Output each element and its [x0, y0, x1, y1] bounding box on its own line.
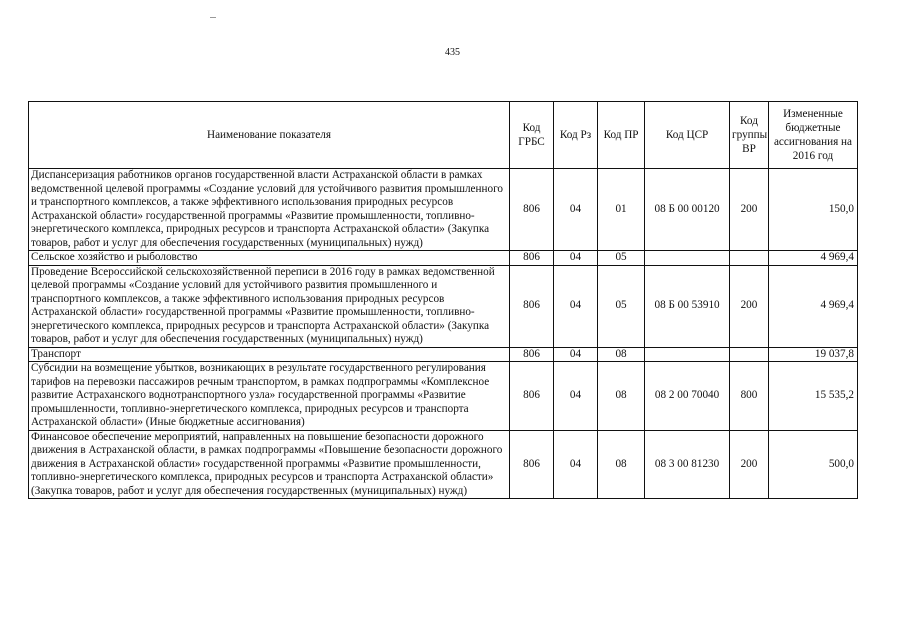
header-grbs: Код ГРБС [510, 102, 554, 169]
row-grbs: 806 [510, 430, 554, 499]
row-sum: 19 037,8 [768, 347, 857, 362]
table-row [29, 169, 858, 251]
row-pr: 01 [598, 169, 645, 251]
row-vr: 200 [730, 430, 769, 499]
row-vr: 200 [730, 169, 769, 251]
row-rz: 04 [554, 430, 598, 499]
row-pr: 08 [598, 347, 645, 362]
row-rz: 04 [554, 265, 598, 347]
row-sum: 500,0 [768, 430, 857, 499]
header-pr: Код ПР [598, 102, 645, 169]
row-grbs: 806 [510, 169, 554, 251]
row-grbs: 806 [510, 362, 554, 431]
row-vr [730, 251, 769, 266]
row-sum: 15 535,2 [768, 362, 857, 431]
scan-mark [210, 17, 216, 18]
header-sum: Измененные бюджетные ассигнования на 2016 год [768, 102, 857, 169]
header-name: Наименование показателя [29, 102, 510, 169]
row-csr: 08 Б 00 00120 [645, 169, 730, 251]
row-pr: 08 [598, 430, 645, 499]
table-row [29, 251, 858, 266]
row-grbs: 806 [510, 347, 554, 362]
row-csr [645, 251, 730, 266]
row-name: Транспорт [29, 347, 510, 362]
row-sum: 150,0 [768, 169, 857, 251]
row-grbs: 806 [510, 251, 554, 266]
row-csr [645, 347, 730, 362]
header-vr: Код группы ВР [730, 102, 769, 169]
row-vr: 200 [730, 265, 769, 347]
row-pr: 05 [598, 251, 645, 266]
page-number: 435 [445, 47, 460, 58]
row-vr [730, 347, 769, 362]
row-rz: 04 [554, 251, 598, 266]
table-row [29, 347, 858, 362]
row-csr: 08 Б 00 53910 [645, 265, 730, 347]
row-rz: 04 [554, 169, 598, 251]
row-sum: 4 969,4 [768, 251, 857, 266]
header-rz: Код Рз [554, 102, 598, 169]
table-row [29, 265, 858, 347]
row-grbs: 806 [510, 265, 554, 347]
row-vr: 800 [730, 362, 769, 431]
row-sum: 4 969,4 [768, 265, 857, 347]
table-row [29, 362, 858, 431]
row-csr: 08 2 00 70040 [645, 362, 730, 431]
row-name: Субсидии на возмещение убытков, возникающих в результате государственного регулирования тарифов на перевозки пассажиров речным транспортом, в рамках подпрограммы «Комплексное развитие Астраханского воднотранспортного узла» государственной программы «Развитие промышленности, топливно-энергетического комплекса, природных ресурсов и транспорта Астраханской области» (Иные бюджетные ассигнования) [29, 362, 510, 431]
table-header-row [29, 102, 858, 169]
header-csr: Код ЦСР [645, 102, 730, 169]
row-name: Сельское хозяйство и рыболовство [29, 251, 510, 266]
row-pr: 08 [598, 362, 645, 431]
row-name: Проведение Всероссийской сельскохозяйственной переписи в 2016 году в рамках ведомственной целевой программы «Создание условий для устойчивого развития промышленного и транспортного комплексов, а также эффективного использования природных ресурсов Астраханской области» государственной программы «Развитие промышленности, топливно-энергетического комплекса, природных ресурсов и транспорта Астраханской области» (Закупка товаров, работ и услуг для обеспечения государственных (муниципальных) нужд) [29, 265, 510, 347]
row-name: Диспансеризация работников органов государственной власти Астраханской области в рамках ведомственной целевой программы «Создание условий для устойчивого развития промышленного и транспортного комплексов, а также эффективного использования природных ресурсов Астраханской области» государственной программы «Развитие промышленности, топливно-энергетического комплекса, природных ресурсов и транспорта Астраханской области» (Закупка товаров, работ и услуг для обеспечения государственных (муниципальных) нужд) [29, 169, 510, 251]
row-csr: 08 3 00 81230 [645, 430, 730, 499]
row-name: Финансовое обеспечение мероприятий, направленных на повышение безопасности дорожного движения в Астраханской области, в рамках подпрограммы «Повышение безопасности дорожного движения в Астраханской области» государственной программы «Развитие промышленности, топливно-энергетического комплекса, природных ресурсов и транспорта Астраханской области» (Закупка товаров, работ и услуг для обеспечения государственных (муниципальных) нужд) [29, 430, 510, 499]
row-rz: 04 [554, 362, 598, 431]
budget-table [28, 101, 858, 499]
table-row [29, 430, 858, 499]
row-pr: 05 [598, 265, 645, 347]
row-rz: 04 [554, 347, 598, 362]
